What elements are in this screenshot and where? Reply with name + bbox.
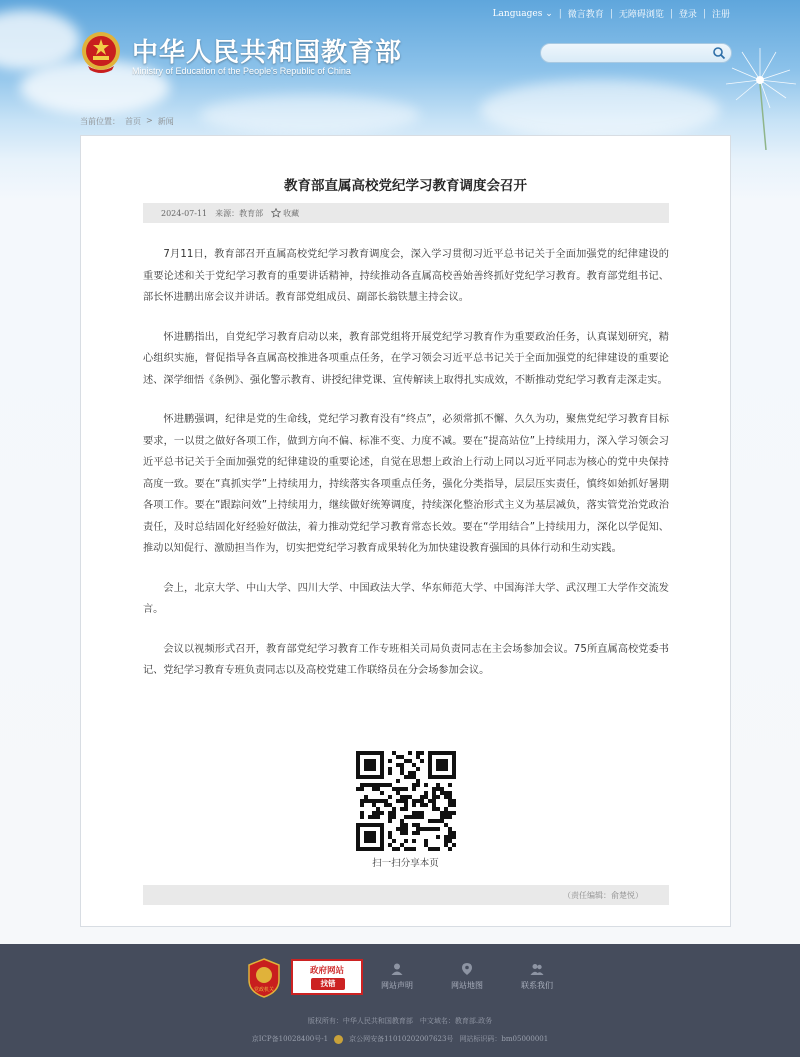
search-input[interactable] [540, 43, 732, 63]
separator: | [609, 8, 613, 19]
party-government-badge-icon[interactable] [247, 958, 281, 998]
national-emblem-icon [80, 30, 122, 76]
article-source: 来源：教育部 [215, 208, 264, 218]
footer-link-label: 网站声明 [381, 981, 413, 990]
article-meta [143, 203, 669, 223]
user-icon [390, 962, 404, 976]
link-login[interactable]: 登录 [678, 10, 697, 20]
footer-link-sitemap[interactable] [442, 962, 492, 991]
gov-title: 政府网站 [309, 966, 344, 976]
top-navigation [493, 7, 730, 20]
link-accessibility[interactable]: 无障碍浏览 [618, 10, 664, 20]
favorite-label: 收藏 [283, 208, 300, 218]
icp-link[interactable]: 京ICP备10028400号-1 [251, 1035, 329, 1043]
separator: | [558, 8, 562, 19]
contacts-icon [530, 962, 544, 976]
star-icon [271, 208, 281, 218]
breadcrumb-current[interactable]: 新闻 [157, 117, 174, 126]
police-badge-icon [334, 1035, 343, 1044]
article-date: 2024-07-11 [161, 208, 208, 218]
qr-caption: 扫一扫分享本页 [372, 858, 439, 869]
site-subtitle: Ministry of Education of the People's Republic of China [132, 66, 351, 76]
article-title: 教育部直属高校党纪学习教育调度会召开 [284, 178, 527, 194]
article-paragraph: 会上，北京大学、中山大学、四川大学、中国政法大学、华东师范大学、中国海洋大学、武汉理工大学作交流发言。 [143, 582, 669, 615]
breadcrumb [80, 116, 174, 127]
link-weiyan[interactable]: 微言教育 [567, 10, 604, 20]
site-code: 网站标识码：bm05000001 [459, 1035, 549, 1043]
article-paragraph: 怀进鹏指出，自党纪学习教育启动以来，教育部党组将开展党纪学习教育作为重要政治任务，认真谋划研究，精心组织实施，督促指导各直属高校推进各项重点任务，在学习领会习近平总书记关于全面加强党的纪律建设的重要论述、深学细悟《条例》、强化警示教育、讲授纪律党课、宣传解读上取得扎实成效，不断推动党纪学习教育走深走实。 [143, 331, 669, 386]
breadcrumb-home[interactable]: 首页 [125, 117, 141, 126]
gov-report-label: 找错 [311, 978, 345, 990]
footer-link-statement[interactable] [372, 962, 422, 991]
gov-website-report-button[interactable] [291, 959, 363, 995]
article-body [143, 244, 669, 700]
article-paragraph: 7月11日，教育部召开直属高校党纪学习教育调度会，深入学习贯彻习近平总书记关于全面加强党的纪律建设的重要论述和关于党纪学习教育的重要讲话精神，持续推动各直属高校善始善终抓好党纪学习教育。教育部党组书记、部长怀进鹏出席会议并讲话。教育部党组成员、副部长翁铁慧主持会议。 [143, 249, 669, 303]
dandelion-decoration [720, 40, 800, 150]
footer [0, 944, 800, 1057]
breadcrumb-prefix: 当前位置： [80, 117, 120, 126]
badge-label: 党政机关 [253, 987, 275, 993]
article-paragraph: 会议以视频形式召开，教育部党纪学习教育工作专班相关司局负责同志在主会场参加会议。75所直属高校党委书记、党纪学习教育专班负责同志以及高校党建工作联络员在分会场参加会议。 [143, 643, 669, 676]
site-title[interactable]: 中华人民共和国教育部 [132, 38, 403, 68]
footer-link-contact[interactable] [512, 962, 562, 991]
article-card [80, 135, 731, 927]
map-pin-icon [460, 962, 474, 976]
police-record-link[interactable]: 京公网安备11010202007623号 [349, 1035, 454, 1043]
responsible-editor: （责任编辑：俞楚悦） [143, 885, 669, 905]
copyright-text: 版权所有：中华人民共和国教育部 中文域名：教育部.政务 [307, 1017, 493, 1025]
languages-menu[interactable]: Languages ⌄ [492, 8, 553, 19]
cloud-decoration [480, 80, 720, 140]
footer-link-label: 联系我们 [521, 981, 553, 990]
share-qr-code [356, 751, 456, 851]
link-register[interactable]: 注册 [711, 10, 730, 20]
footer-link-label: 网站地图 [451, 981, 483, 990]
registration-info [0, 1034, 800, 1044]
breadcrumb-separator: > [146, 116, 153, 125]
article-paragraph: 怀进鹏强调，纪律是党的生命线，党纪学习教育没有“终点”，必须常抓不懈、久久为功，聚焦党纪学习教育目标要求，一以贯之做好各项工作，做到方向不偏、标准不变、力度不减。要在“提高站位”上持续用力，深入学习领会习近平总书记关于全面加强党的纪律建设的重要论述，自觉在思想上政治上行动上同以习近平同志为核心的党中央保持高度一致。要在“真抓实学”上持续用力，持续落实各项重点任务，强化分类指导，层层压实责任，慎终如始抓好暑期各项工作。要在“跟踪问效”上持续用力，继续做好统筹调度，持续深化整治形式主义为基层减负，落实管党治党政治责任，及时总结固化好经验好做法，着力推动党纪学习教育常态长效。要在“学用结合”上持续用力，深化以学促知、推动以知促行、激励担当作为，切实把党纪学习教育成果转化为加快建设教育强国的具体行动和生动实践。 [143, 414, 669, 554]
favorite-button[interactable] [271, 208, 299, 219]
separator: | [669, 8, 673, 19]
cloud-decoration [200, 95, 420, 135]
separator: | [702, 8, 706, 19]
qr-modules [356, 751, 456, 851]
